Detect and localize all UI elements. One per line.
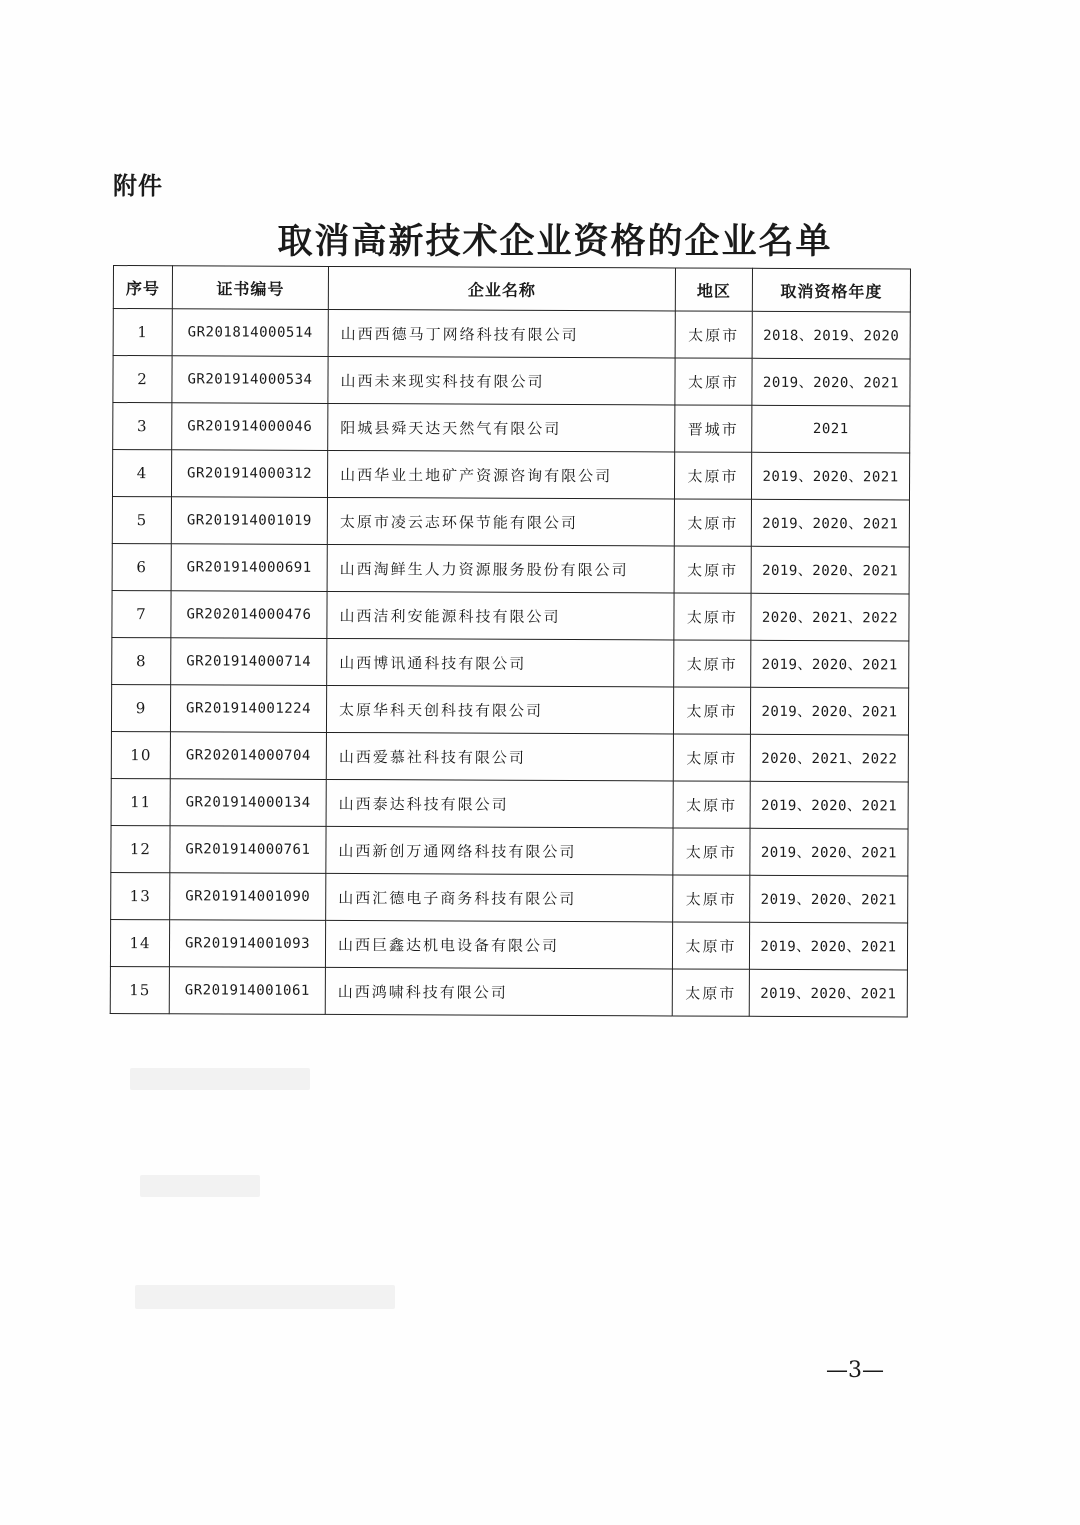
row-number: 10 [111, 731, 170, 778]
region: 太原市 [674, 640, 751, 687]
row-number: 13 [111, 872, 170, 919]
cancelled-years: 2019、2020、2021 [751, 546, 909, 594]
table-header-row [113, 266, 910, 312]
cancelled-years: 2019、2020、2021 [750, 875, 908, 923]
company-name: 山西泰达科技有限公司 [326, 779, 673, 828]
cancelled-years: 2019、2020、2021 [750, 687, 908, 735]
region: 太原市 [673, 687, 750, 734]
row-number: 14 [110, 919, 169, 966]
company-table-wrapper [110, 265, 910, 1017]
row-number: 3 [113, 403, 172, 450]
table-row [111, 872, 908, 922]
column-header-years: 取消资格年度 [752, 268, 910, 312]
certificate-number: GR201914001061 [169, 967, 325, 1015]
table-row [112, 590, 909, 640]
certificate-number: GR201914000134 [170, 779, 326, 827]
company-name: 山西华业土地矿产资源咨询有限公司 [327, 450, 674, 499]
bleed-through-mark [140, 1175, 260, 1197]
region: 太原市 [675, 311, 752, 358]
document-title: 取消高新技术企业资格的企业名单 [277, 221, 833, 262]
column-header-name: 企业名称 [328, 266, 675, 311]
table-row [113, 356, 910, 406]
certificate-number: GR201914000761 [170, 826, 326, 874]
region: 太原市 [673, 828, 750, 875]
certificate-number: GR201914001224 [170, 685, 326, 733]
table-row [112, 637, 909, 687]
table-row [111, 778, 908, 828]
company-name: 山西爱慕社科技有限公司 [326, 732, 673, 781]
row-number: 1 [113, 309, 172, 356]
row-number: 11 [111, 778, 170, 825]
region: 太原市 [674, 546, 751, 593]
company-name: 山西新创万通网络科技有限公司 [326, 826, 673, 875]
region: 太原市 [672, 922, 749, 969]
table-body [110, 309, 910, 1017]
certificate-number: GR201914000534 [172, 356, 328, 404]
cancelled-years: 2019、2020、2021 [751, 452, 909, 500]
region: 太原市 [675, 358, 752, 405]
cancelled-years: 2019、2020、2021 [752, 358, 910, 406]
cancelled-years: 2019、2020、2021 [751, 640, 909, 688]
row-number: 9 [111, 684, 170, 731]
company-name: 山西洁利安能源科技有限公司 [327, 591, 674, 640]
company-name: 山西博讯通科技有限公司 [327, 638, 674, 687]
cancelled-years: 2019、2020、2021 [750, 828, 908, 876]
table-row [111, 684, 908, 734]
row-number: 2 [113, 356, 172, 403]
cancelled-years: 2019、2020、2021 [749, 969, 907, 1017]
company-name: 山西未来现实科技有限公司 [328, 356, 675, 405]
cancelled-years: 2021 [752, 405, 910, 453]
cancelled-years: 2018、2019、2020 [752, 311, 910, 359]
row-number: 4 [112, 450, 171, 497]
company-name: 山西巨鑫达机电设备有限公司 [325, 920, 672, 969]
table-row [112, 450, 909, 500]
row-number: 15 [110, 966, 169, 1013]
table-row [110, 919, 907, 969]
region: 太原市 [673, 875, 750, 922]
company-name: 山西汇德电子商务科技有限公司 [326, 873, 673, 922]
table-row [113, 403, 910, 453]
column-header-cert: 证书编号 [172, 266, 328, 310]
page-number: —3— [826, 1358, 884, 1383]
region: 晋城市 [675, 405, 752, 452]
certificate-number: GR201914000714 [171, 638, 327, 686]
row-number: 8 [112, 637, 171, 684]
cancelled-years: 2020、2021、2022 [750, 734, 908, 782]
region: 太原市 [674, 452, 751, 499]
region: 太原市 [673, 734, 750, 781]
company-name: 山西淘鲜生人力资源服务股份有限公司 [327, 544, 674, 593]
table-row [111, 731, 908, 781]
cancelled-years: 2020、2021、2022 [751, 593, 909, 641]
company-name: 山西西德马丁网络科技有限公司 [328, 309, 675, 358]
certificate-number: GR201914001093 [169, 920, 325, 968]
attachment-label: 附件 [113, 172, 163, 200]
cancelled-years: 2019、2020、2021 [749, 922, 907, 970]
certificate-number: GR201914000046 [172, 403, 328, 451]
region: 太原市 [674, 593, 751, 640]
row-number: 5 [112, 496, 171, 543]
row-number: 7 [112, 590, 171, 637]
region: 太原市 [674, 499, 751, 546]
table-row [113, 309, 910, 359]
column-header-no: 序号 [113, 266, 172, 309]
table-row [111, 825, 908, 875]
table-row [112, 496, 909, 546]
row-number: 6 [112, 543, 171, 590]
region: 太原市 [673, 781, 750, 828]
certificate-number: GR202014000704 [170, 732, 326, 780]
company-name: 太原市凌云志环保节能有限公司 [327, 497, 674, 546]
company-name: 阳城县舜天达天然气有限公司 [328, 403, 675, 452]
table-row [112, 543, 909, 593]
cancelled-years: 2019、2020、2021 [750, 781, 908, 829]
certificate-number: GR201914000312 [171, 450, 327, 498]
row-number: 12 [111, 825, 170, 872]
column-header-region: 地区 [675, 268, 752, 311]
company-table [110, 265, 911, 1017]
table-row [110, 966, 907, 1016]
bleed-through-mark [130, 1068, 310, 1090]
company-name: 太原华科天创科技有限公司 [326, 685, 673, 734]
certificate-number: GR201914000691 [171, 544, 327, 592]
company-name: 山西鸿啸科技有限公司 [325, 967, 672, 1016]
cancelled-years: 2019、2020、2021 [751, 499, 909, 547]
bleed-through-mark [135, 1285, 395, 1309]
region: 太原市 [672, 969, 749, 1016]
certificate-number: GR201914001019 [171, 497, 327, 545]
certificate-number: GR201814000514 [172, 309, 328, 357]
certificate-number: GR201914001090 [170, 873, 326, 921]
certificate-number: GR202014000476 [171, 591, 327, 639]
